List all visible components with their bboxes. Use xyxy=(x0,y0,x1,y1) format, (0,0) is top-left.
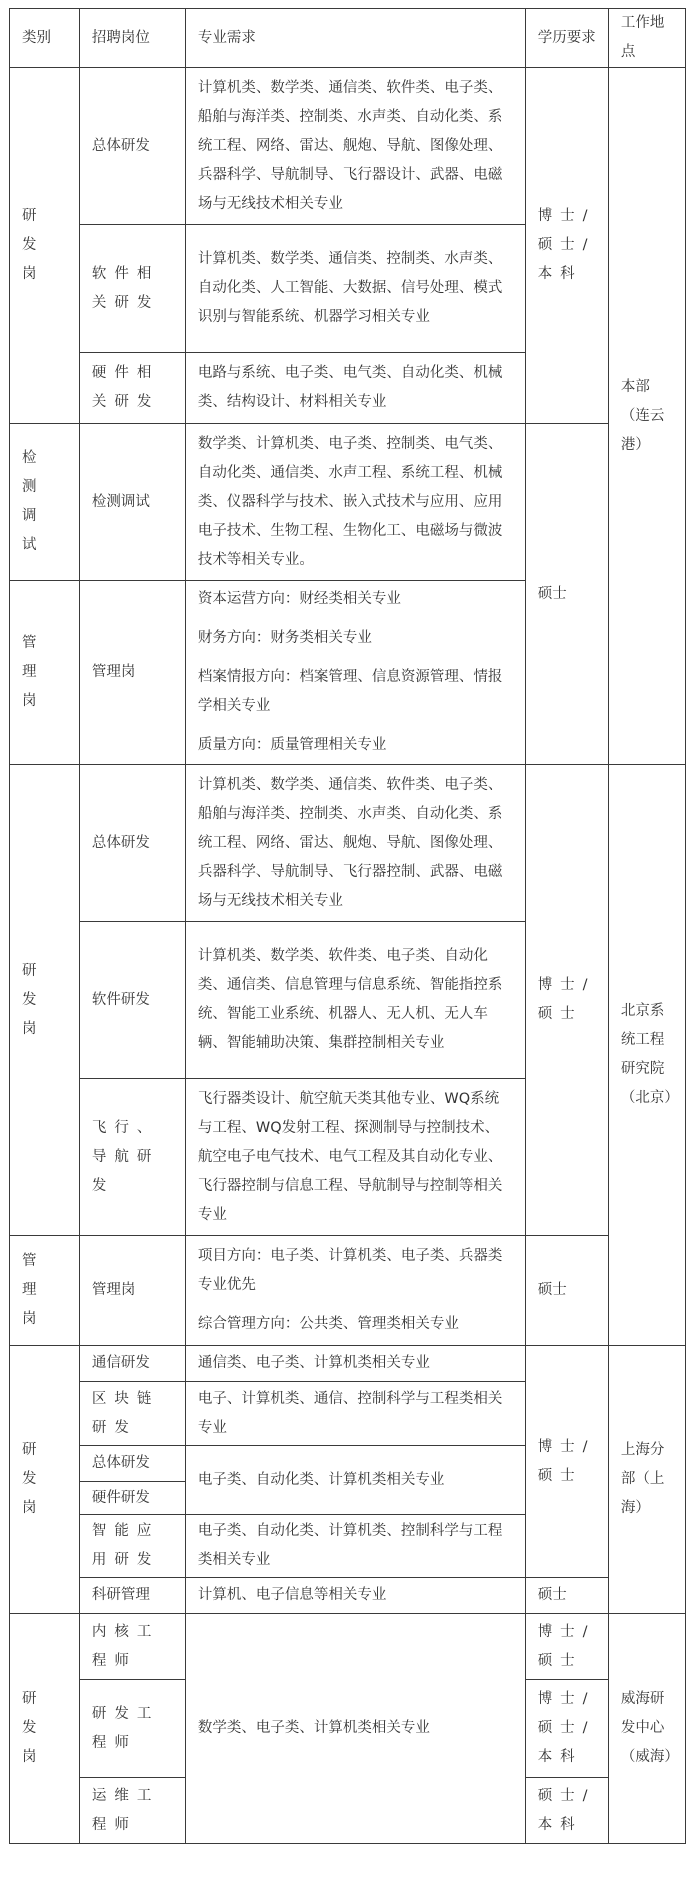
degree-cell: 硕士 xyxy=(525,1236,608,1346)
major-cell: 电子、计算机类、通信、控制科学与工程类相关专业 xyxy=(185,1382,525,1446)
location-cell: 本部（连云港） xyxy=(608,68,685,765)
position-cell: 总体研发 xyxy=(79,765,185,922)
degree-cell: 博士/硕士 xyxy=(525,765,608,1236)
position-cell: 检测调试 xyxy=(79,424,185,581)
position-cell: 软件研发 xyxy=(79,922,185,1079)
major-cell: 计算机类、数学类、软件类、电子类、自动化类、通信类、信息管理与信息系统、智能指控系统、智能工业系统、机器人、无人机、无人车辆、智能辅助决策、集群控制相关专业 xyxy=(185,922,525,1079)
position-cell: 内核工程师 xyxy=(79,1614,185,1680)
header-category: 类别 xyxy=(10,9,80,68)
position-cell: 运维工程师 xyxy=(79,1778,185,1844)
table-row xyxy=(10,765,686,922)
major-cell: 电子类、自动化类、计算机类相关专业 xyxy=(185,1446,525,1515)
header-major: 专业需求 xyxy=(185,9,525,68)
position-cell: 管理岗 xyxy=(79,581,185,765)
major-line: 资本运营方向：财经类相关专业 xyxy=(197,591,401,607)
category-cell: 研发岗 xyxy=(10,1346,80,1614)
table-row xyxy=(10,1614,686,1680)
major-cell: 飞行器类设计、航空航天类其他专业、WQ系统与工程、WQ发射工程、探测制导与控制技术、航空电子电气技术、电气工程及其自动化专业、飞行器控制与信息工程、导航制导与控制等相关专业 xyxy=(185,1079,525,1236)
major-cell: 电子类、自动化类、计算机类、控制科学与工程类相关专业 xyxy=(185,1515,525,1578)
degree-cell: 硕士 xyxy=(525,424,608,765)
position-cell: 研发工程师 xyxy=(79,1680,185,1778)
table-row xyxy=(10,1236,686,1346)
table-row xyxy=(10,1346,686,1382)
position-cell: 通信研发 xyxy=(79,1346,185,1382)
category-cell: 检测调试 xyxy=(10,424,80,581)
major-cell: 计算机、电子信息等相关专业 xyxy=(185,1578,525,1614)
position-cell: 总体研发 xyxy=(79,1446,185,1482)
major-line: 项目方向：电子类、计算机类、电子类、兵器类专业优先 xyxy=(197,1248,503,1293)
position-cell: 硬件相关研发 xyxy=(79,353,185,424)
major-line: 综合管理方向：公共类、管理类相关专业 xyxy=(197,1316,459,1332)
category-cell: 研发岗 xyxy=(10,765,80,1236)
major-cell: 通信类、电子类、计算机类相关专业 xyxy=(185,1346,525,1382)
major-cell: 计算机类、数学类、通信类、控制类、水声类、自动化类、人工智能、大数据、信号处理、模式识别与智能系统、机器学习相关专业 xyxy=(185,225,525,353)
recruitment-table xyxy=(9,8,686,1844)
header-location: 工作地点 xyxy=(608,9,685,68)
degree-cell: 博士/硕士 xyxy=(525,1346,608,1578)
position-cell: 软件相关研发 xyxy=(79,225,185,353)
degree-cell: 硕士/本科 xyxy=(525,1778,608,1844)
position-cell: 管理岗 xyxy=(79,1236,185,1346)
major-cell xyxy=(185,581,525,765)
major-line: 质量方向：质量管理相关专业 xyxy=(197,737,387,753)
position-cell: 科研管理 xyxy=(79,1578,185,1614)
category-cell: 管理岗 xyxy=(10,1236,80,1346)
major-cell xyxy=(185,1236,525,1346)
major-line: 财务方向：财务类相关专业 xyxy=(197,630,372,646)
position-cell: 硬件研发 xyxy=(79,1482,185,1515)
header-position: 招聘岗位 xyxy=(79,9,185,68)
position-cell: 区块链研发 xyxy=(79,1382,185,1446)
major-cell: 电路与系统、电子类、电气类、自动化类、机械类、结构设计、材料相关专业 xyxy=(185,353,525,424)
category-cell: 管理岗 xyxy=(10,581,80,765)
position-cell: 总体研发 xyxy=(79,68,185,225)
degree-cell: 硕士 xyxy=(525,1578,608,1614)
table-row xyxy=(10,1578,686,1614)
table-row xyxy=(10,424,686,581)
degree-cell: 博士/硕士/本科 xyxy=(525,68,608,424)
category-cell: 研发岗 xyxy=(10,1614,80,1844)
position-cell: 智能应用研发 xyxy=(79,1515,185,1578)
major-cell: 计算机类、数学类、通信类、软件类、电子类、船舶与海洋类、控制类、水声类、自动化类、系统工程、网络、雷达、舰炮、导航、图像处理、兵器科学、导航制导、飞行器设计、武器、电磁场与无线技术相关专业 xyxy=(185,68,525,225)
location-cell: 北京系统工程研究院（北京） xyxy=(608,765,685,1346)
table-row xyxy=(10,68,686,225)
category-cell: 研发岗 xyxy=(10,68,80,424)
header-row xyxy=(10,9,686,68)
degree-cell: 博士/硕士 xyxy=(525,1614,608,1680)
major-cell: 计算机类、数学类、通信类、软件类、电子类、船舶与海洋类、控制类、水声类、自动化类、系统工程、网络、雷达、舰炮、导航、图像处理、兵器科学、导航制导、飞行器控制、武器、电磁场与无线技术相关专业 xyxy=(185,765,525,922)
major-line: 档案情报方向：档案管理、信息资源管理、情报学相关专业 xyxy=(197,669,503,714)
position-cell: 飞行、导航研发 xyxy=(79,1079,185,1236)
location-cell: 威海研发中心（威海） xyxy=(608,1614,685,1844)
degree-cell: 博士/硕士/本科 xyxy=(525,1680,608,1778)
major-cell: 数学类、计算机类、电子类、控制类、电气类、自动化类、通信类、水声工程、系统工程、机械类、仪器科学与技术、嵌入式技术与应用、应用电子技术、生物工程、生物化工、电磁场与微波技术等相关专业。 xyxy=(185,424,525,581)
major-cell: 数学类、电子类、计算机类相关专业 xyxy=(185,1614,525,1844)
location-cell: 上海分部（上海） xyxy=(608,1346,685,1614)
header-degree: 学历要求 xyxy=(525,9,608,68)
